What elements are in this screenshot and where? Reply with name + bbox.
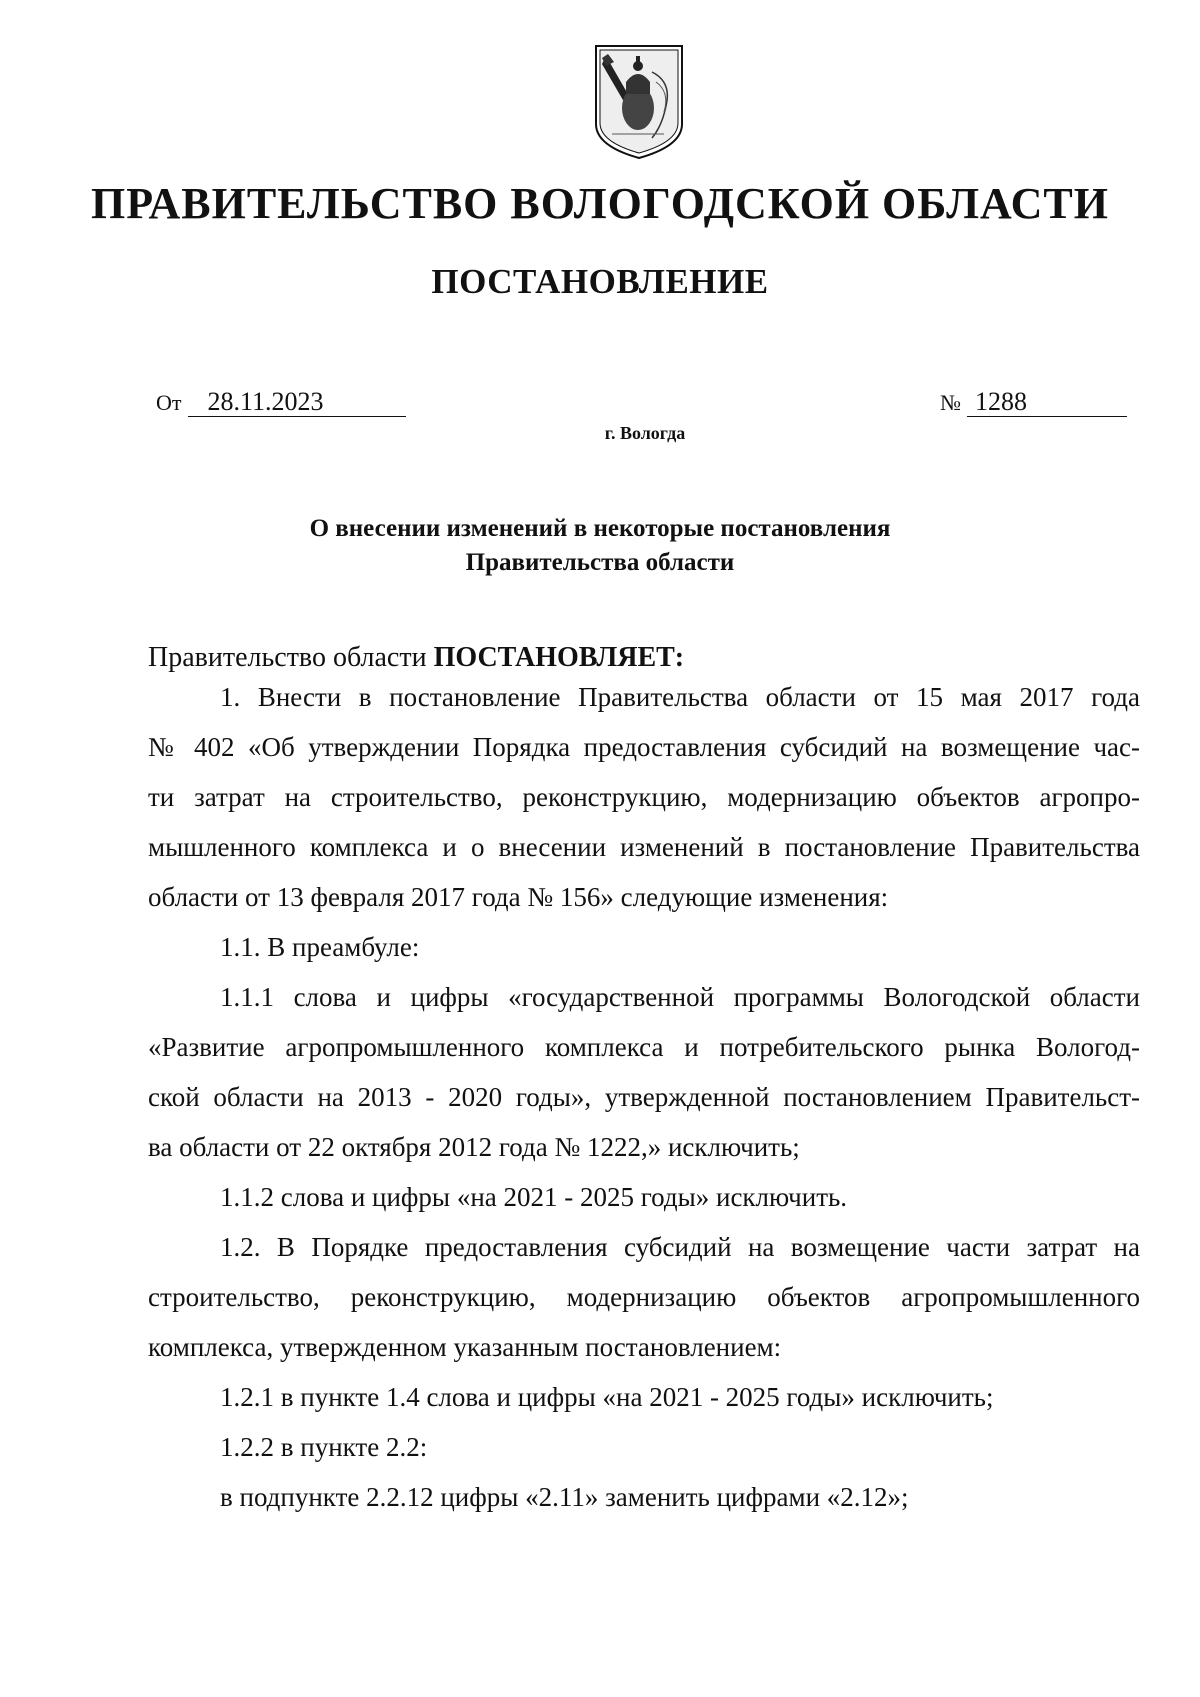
paragraph-1-line-5: области от 13 февраля 2017 года № 156» следующие изменения: [148,882,889,912]
resolution-lead [148,642,684,674]
paragraph-5 [148,1222,1140,1372]
paragraph-6: 1.2.1 в пункте 1.4 слова и цифры «на 2021 - 2025 годы» исключить; [220,1382,994,1412]
paragraph-3-line-3: ской области на 2013 - 2020 годы», утвержденной постановлением Правительст- [148,1082,1140,1112]
document-number: 1288 [967,388,1127,417]
paragraph-2: 1.1. В преамбуле: [220,932,420,962]
coat-of-arms-emblem [592,42,686,162]
paragraph-5-line-1: 1.2. В Порядке предоставления субсидий на возмещение части затрат на [220,1232,1140,1262]
document-date: 28.11.2023 [188,388,406,417]
paragraph-7: 1.2.2 в пункте 2.2: [220,1432,428,1462]
paragraph-3 [148,972,1140,1172]
number-prefix: № [940,390,961,415]
date-field [156,387,406,417]
document-type: ПОСТАНОВЛЕНИЕ [431,262,769,301]
subject-line-2: Правительства области [465,549,735,576]
paragraph-5-line-2: строительство, реконструкцию, модернизацию объектов агропромышленного [148,1282,1140,1312]
document-subject [0,512,1200,580]
paragraph-5-line-3: комплекса, утвержденном указанным постановлением: [148,1332,782,1362]
number-field [940,387,1127,417]
paragraph-3-line-1: 1.1.1 слова и цифры «государственной программы Вологодской области [220,982,1140,1012]
city-name: г. Вологда [604,423,686,443]
lead-bold: ПОСТАНОВЛЯЕТ: [433,642,685,673]
lead-text: Правительство области [148,642,434,673]
subject-line-1: О внесении изменений в некоторые постановления [309,515,891,542]
paragraph-1-line-3: ти затрат на строительство, реконструкцию, модернизацию объектов агропро- [148,782,1140,812]
paragraph-1-line-4: мышленного комплекса и о внесении изменений в постановление Правительства [148,832,1140,862]
paragraph-3-line-4: ва области от 22 октября 2012 года № 1222,» исключить; [148,1132,800,1162]
document-body [148,672,1140,1522]
date-prefix: От [156,390,182,415]
organization-title: ПРАВИТЕЛЬСТВО ВОЛОГОДСКОЙ ОБЛАСТИ [91,179,1109,228]
paragraph-1-line-2: № 402 «Об утверждении Порядка предоставления субсидий на возмещение час- [148,732,1140,762]
paragraph-1 [148,672,1140,922]
paragraph-3-line-2: «Развитие агропромышленного комплекса и потребительского рынка Вологод- [148,1032,1140,1062]
paragraph-8: в подпункте 2.2.12 цифры «2.11» заменить цифрами «2.12»; [220,1482,909,1512]
paragraph-4: 1.1.2 слова и цифры «на 2021 - 2025 годы» исключить. [220,1182,848,1212]
paragraph-1-line-1: 1. Внести в постановление Правительства области от 15 мая 2017 года [220,682,1140,712]
